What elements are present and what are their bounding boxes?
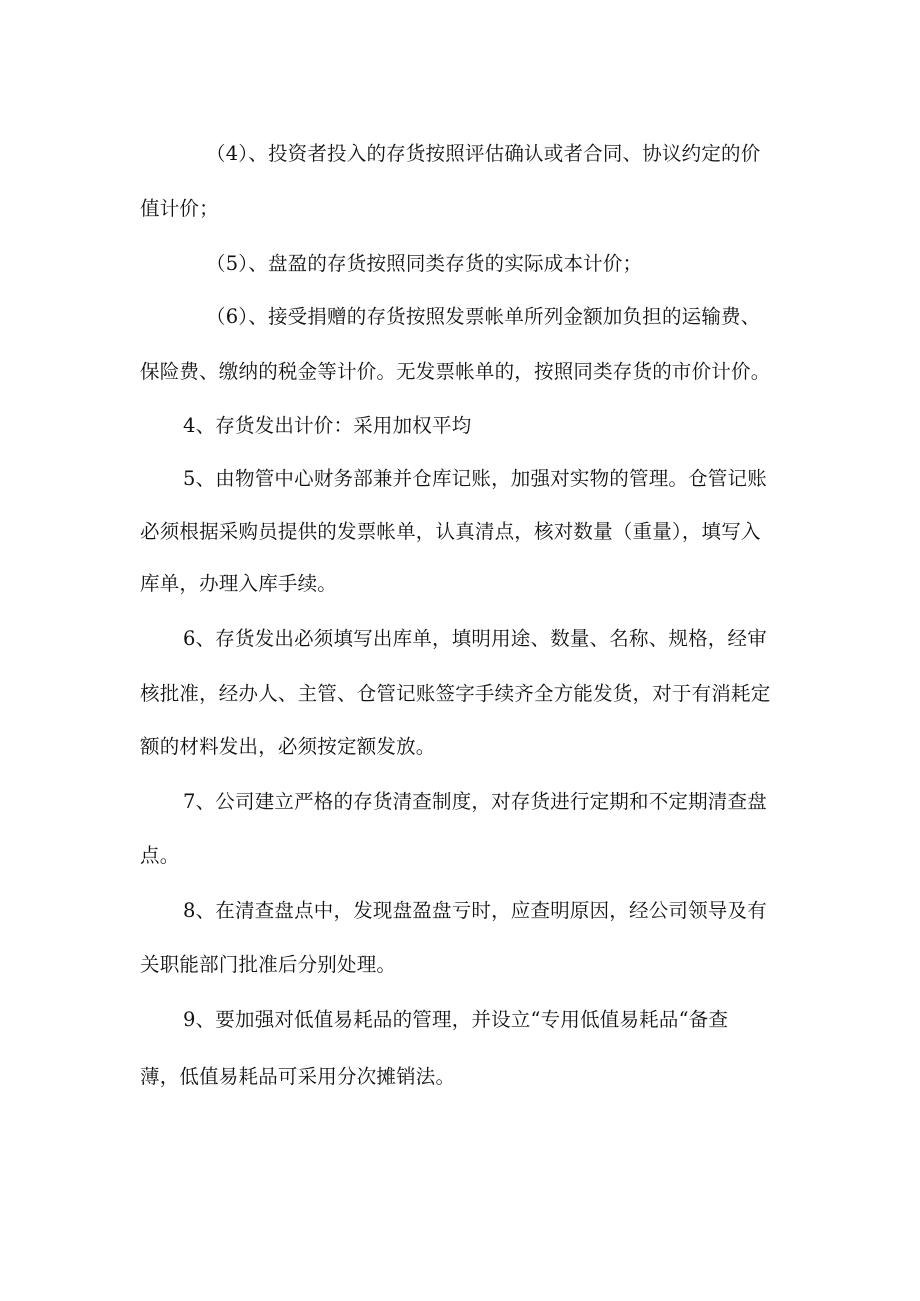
paragraph-6-line-2: 保险费、缴纳的税金等计价。无发票帐单的，按照同类存货的市价计价。 [140,360,771,383]
item-6-line-2: 核批准，经办人、主管、仓管记账签字手续齐全方能发货，对于有消耗定 [140,682,771,705]
item-9-line-2: 薄，低值易耗品可采用分次摊销法。 [140,1065,456,1088]
item-8-line-1: 8、在清查盘点中，发现盘盈盘亏时，应查明原因，经公司领导及有 [183,899,767,922]
item-4-line-1: 4、存货发出计价：采用加权平均 [183,414,472,437]
item-5-line-1: 5、由物管中心财务部兼并仓库记账，加强对实物的管理。仓管记账 [183,467,767,490]
item-9-line-1: 9、要加强对低值易耗品的管理，并设立“专用低值易耗品“备查 [183,1008,729,1031]
item-6-line-3: 额的材料发出，必须按定额发放。 [140,735,436,758]
item-5-line-2: 必须根据采购员提供的发票帐单，认真清点，核对数量（重量），填写入 [140,520,761,543]
item-5-line-3: 库单，办理入库手续。 [140,572,338,595]
item-6-line-1: 6、存货发出必须填写出库单，填明用途、数量、名称、规格，经审 [183,627,767,650]
paragraph-4-line-1: （4）、投资者投入的存货按照评估确认或者合同、协议约定的价 [206,142,761,165]
paragraph-4-line-2: 值计价； [140,197,219,220]
paragraph-6-line-1: （6）、接受捐赠的存货按照发票帐单所列金额加负担的运输费、 [206,305,761,328]
item-7-line-1: 7、公司建立严格的存货清查制度，对存货进行定期和不定期清查盘 [183,790,767,813]
item-7-line-2: 点。 [140,844,180,867]
item-8-line-2: 关职能部门批准后分别处理。 [140,953,397,976]
paragraph-5-line-1: （5）、盘盈的存货按照同类存货的实际成本计价； [206,252,643,275]
